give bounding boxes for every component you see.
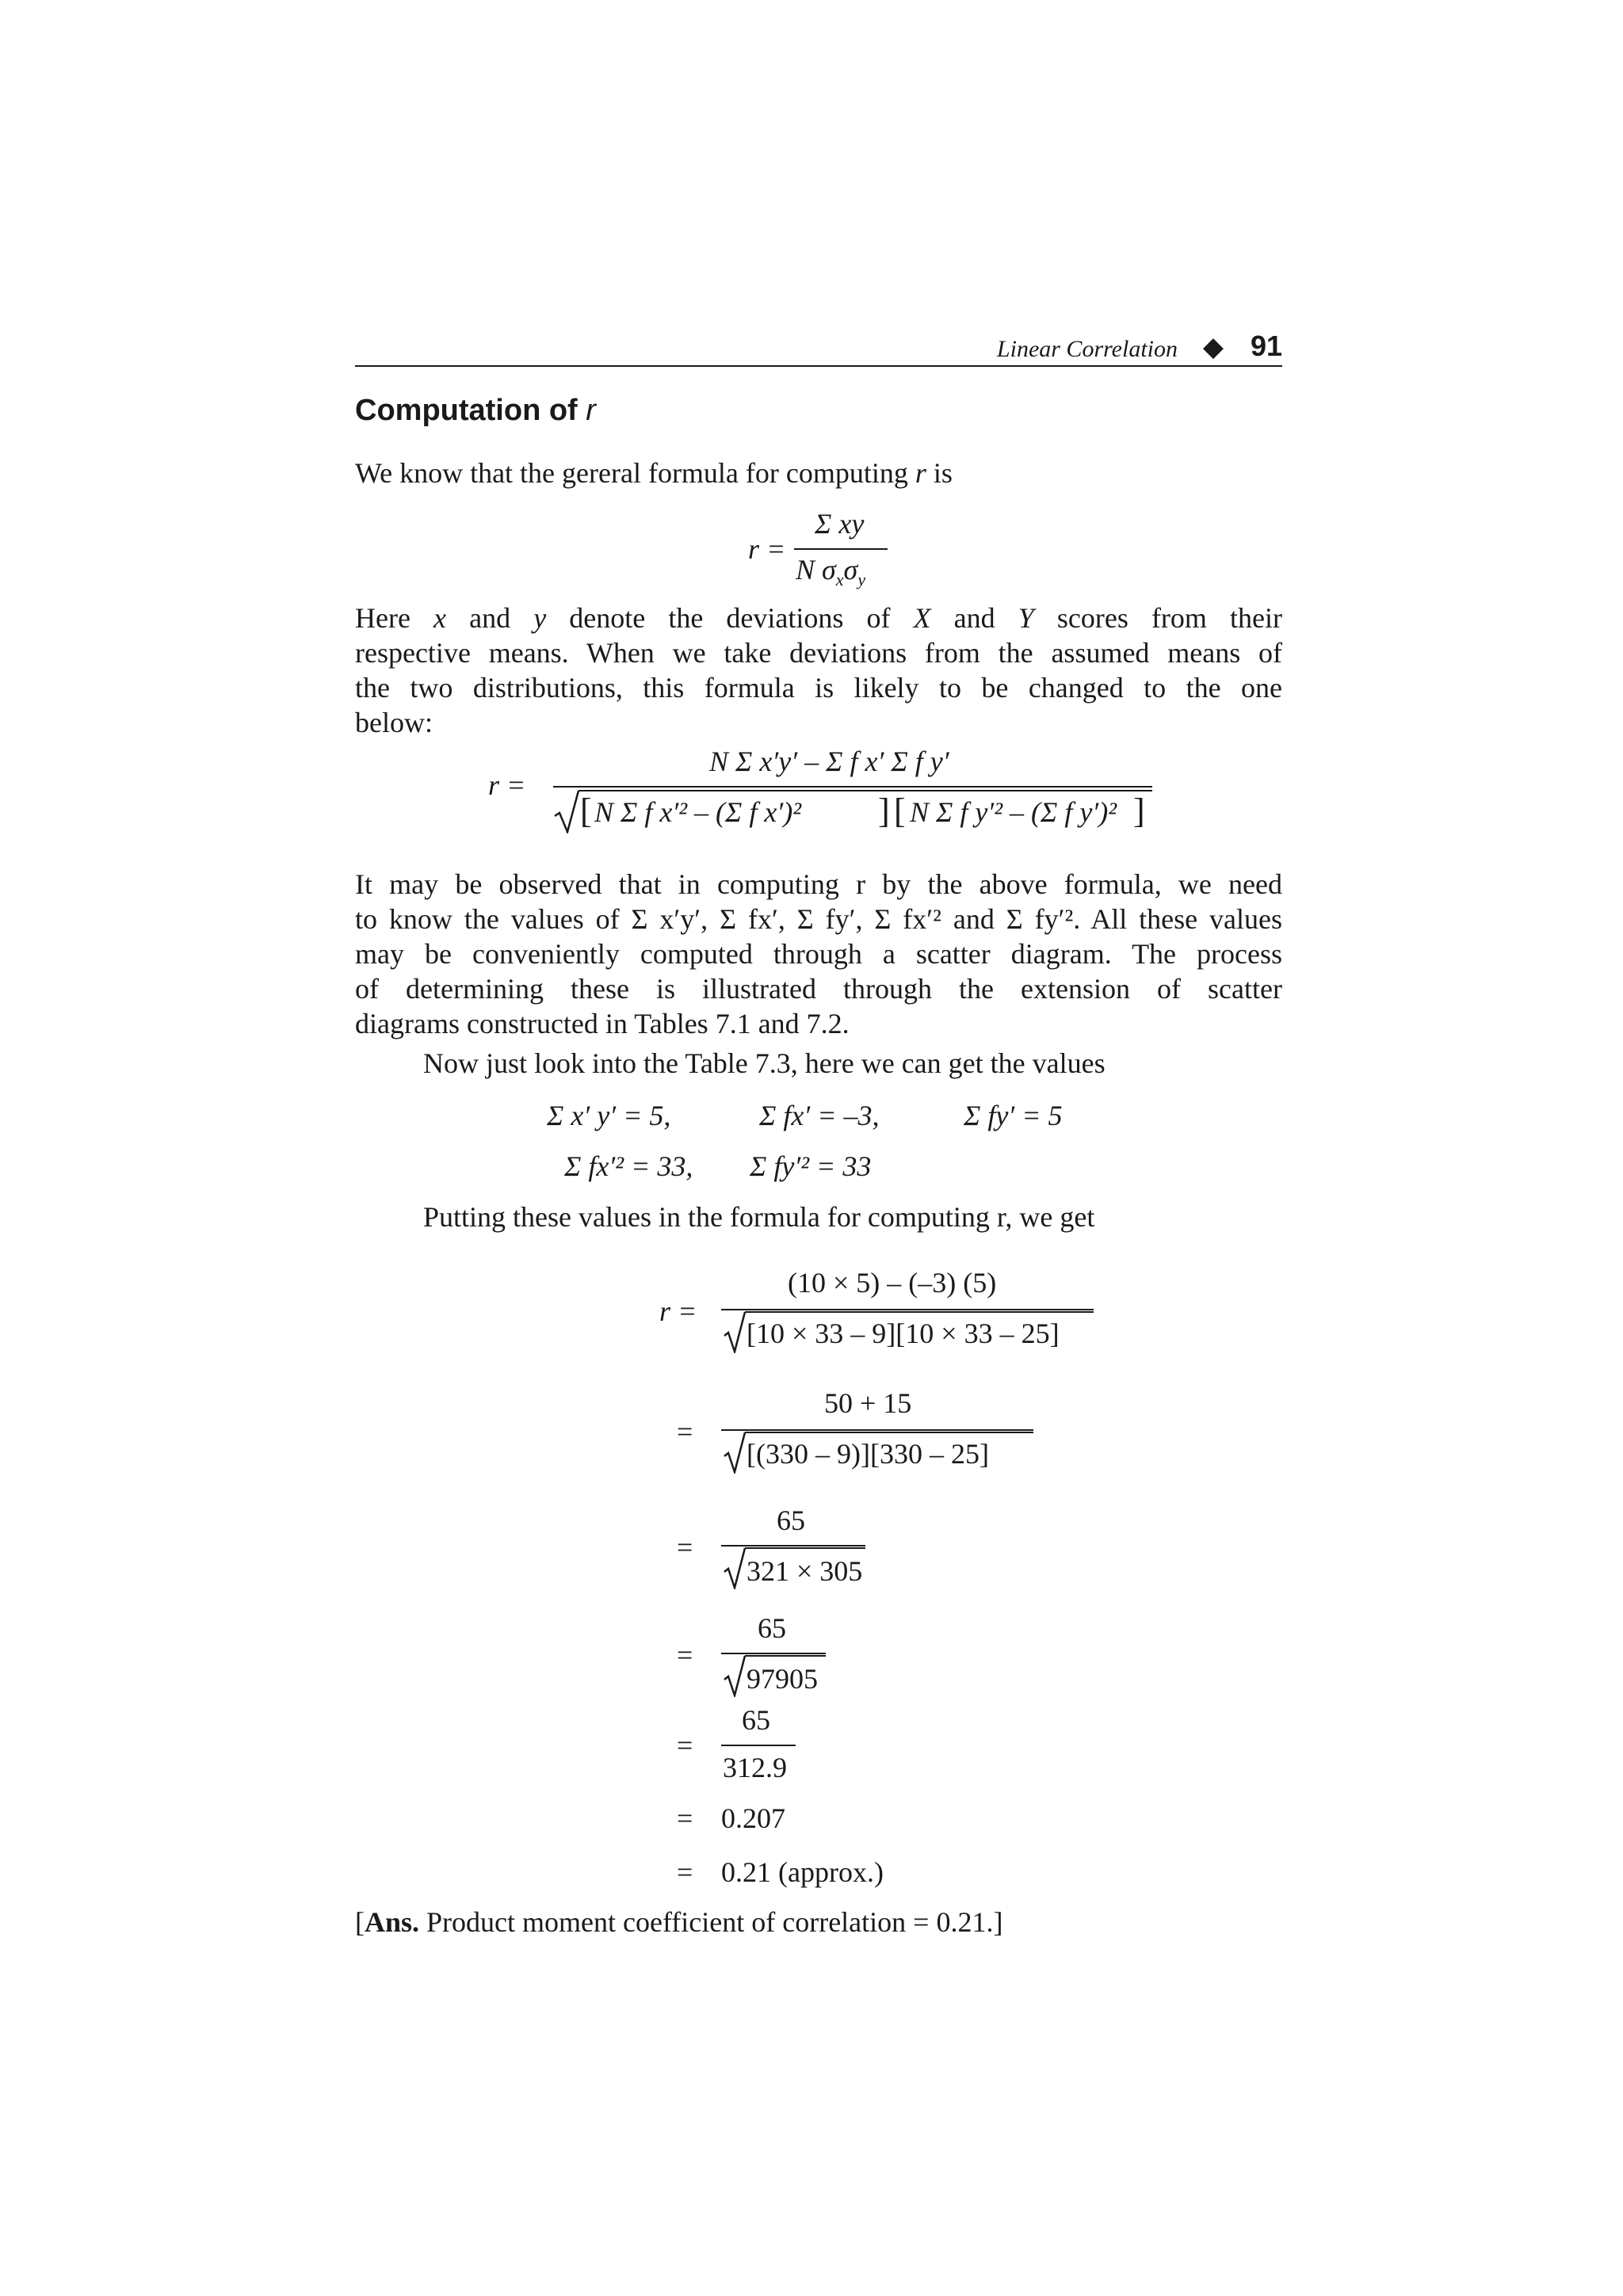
den-n: N [796,554,815,585]
value-sum-fx2: Σ fx′² = 33, [564,1150,693,1182]
section-heading-text: Computation of [355,394,586,427]
calc-step1-sqrt-icon [723,1310,747,1353]
section-heading-variable: r [586,394,596,427]
running-header [355,330,1282,366]
calc-step2-sqrt-icon [723,1431,747,1474]
value-sum-xy: Σ x′ y′ = 5, [547,1100,671,1131]
calc-step2-fraction-bar [721,1429,1033,1431]
answer-label: Ans. [365,1906,420,1938]
calc-step3-sqrt-bar [745,1547,865,1549]
formula2-bracket-r1: ] [878,791,890,830]
formula2-bracket-l2: [ [894,791,906,830]
calc-step1-denominator: [10 × 33 – 9][10 × 33 – 25] [747,1318,1060,1349]
observation-line-4: of determining these is illustrated through the extension of scatter [355,973,1282,1005]
calc-step3-sqrt-icon [723,1547,747,1589]
value-sum-fy: Σ fy′ = 5 [964,1100,1063,1131]
var-X: X [913,602,931,634]
var-y: y [533,602,547,634]
calc-step4-numerator: 65 [758,1612,786,1644]
calc-step1-lhs: r = [659,1295,697,1327]
deviation-line-4: below: [355,707,433,738]
formula-assumed-means [483,745,1157,840]
deviation-line-3: the two distributions, this formula is likely to be changed to the one [355,672,1282,704]
calc-step2-eq: = [677,1416,693,1447]
deviation-line-1 [355,601,1282,635]
section-heading [355,394,596,428]
calc-step4-denominator: 97905 [747,1663,818,1695]
calc-step2-denominator: [(330 – 9)][330 – 25] [747,1438,989,1470]
calc-step1-sqrt-bar [745,1311,1094,1313]
formula2-den-left: N Σ f x′² – (Σ f x′)² [594,796,802,828]
calc-step5-denominator: 312.9 [723,1752,787,1783]
formula-basic-fraction-bar [794,548,888,550]
answer-line [355,1905,1002,1939]
answer-text: Product moment coefficient of correlation = 0.21.] [419,1906,1003,1938]
intro-text-end: is [926,457,953,489]
calc-step6-eq: = [677,1802,693,1834]
calc-step3-eq: = [677,1531,693,1563]
formula2-sqrt-icon [553,789,580,833]
formula2-lhs: r = [488,769,526,801]
observation-line-5: diagrams constructed in Tables 7.1 and 7.2. [355,1008,850,1039]
calc-step3-denominator: 321 × 305 [747,1555,863,1587]
calc-step5-fraction-bar [721,1745,796,1746]
page-number: 91 [1250,330,1282,362]
formula-basic-lhs: r = [748,533,786,565]
den-sub-x: x [835,570,844,590]
text: and [446,602,534,634]
text: and [930,602,1018,634]
formula2-bracket-l1: [ [580,791,592,830]
intro-variable: r [915,457,926,489]
text: scores from their [1033,602,1282,634]
formula2-bracket-r2: ] [1133,791,1145,830]
running-title: Linear Correlation [996,336,1178,362]
calculation-steps [650,1260,1125,1909]
calc-step2-numerator: 50 + 15 [824,1387,912,1419]
formula2-den-right: N Σ f y′² – (Σ f y′)² [910,796,1117,828]
den-sigma-y: σ [843,554,858,585]
calc-step2-sqrt-bar [745,1432,1033,1433]
calc-step1-numerator: (10 × 5) – (–3) (5) [788,1267,997,1299]
var-Y: Y [1018,602,1034,634]
value-sum-fy2: Σ fy′² = 33 [750,1150,872,1182]
value-sum-fx: Σ fx′ = –3, [759,1100,880,1131]
calc-step1-fraction-bar [721,1309,1094,1310]
calc-step4-sqrt-bar [745,1655,826,1657]
calc-step7-eq: = [677,1856,693,1888]
calc-step6-value: 0.207 [721,1802,785,1834]
formula-basic-numerator: Σ xy [815,508,865,540]
diamond-separator-icon: ◆ [1202,333,1224,362]
formula-basic [745,507,903,594]
formula2-sqrt-bar [579,790,1152,791]
calc-step5-eq: = [677,1730,693,1761]
table-reference-line: Now just look into the Table 7.3, here we can get the values [423,1047,1106,1079]
deviation-line-2: respective means. When we take deviations from the assumed means of [355,637,1282,669]
text: denote the deviations of [546,602,914,634]
formula2-fraction-bar [553,786,1152,788]
deviation-paragraph [355,601,1282,740]
text: Here [355,602,434,634]
substitution-line: Putting these values in the formula for computing r, we get [423,1201,1095,1233]
intro-text: We know that the gereral formula for computing [355,457,915,489]
calc-step3-numerator: 65 [777,1505,805,1536]
header-rule [355,365,1282,367]
den-sub-y: y [857,570,866,590]
calc-step4-eq: = [677,1639,693,1671]
intro-paragraph [355,456,953,490]
formula2-numerator: N Σ x′y′ – Σ f x′ Σ f y′ [709,746,949,777]
observation-paragraph [355,867,1282,1041]
calc-step5-numerator: 65 [742,1704,770,1736]
observation-line-2: to know the values of Σ x′y′, Σ fx′, Σ fy′, Σ fx′² and Σ fy′². All these values [355,903,1282,935]
var-x: x [433,602,447,634]
den-sigma-x: σ [822,554,836,585]
observation-line-1: It may be observed that in computing r by the above formula, we need [355,868,1282,900]
calc-step7-value: 0.21 (approx.) [721,1856,884,1888]
observation-line-3: may be conveniently computed through a scatter diagram. The process [355,938,1282,970]
answer-open-bracket: [ [355,1906,365,1938]
formula-basic-denominator [796,553,865,590]
calc-step4-sqrt-icon [723,1654,747,1697]
